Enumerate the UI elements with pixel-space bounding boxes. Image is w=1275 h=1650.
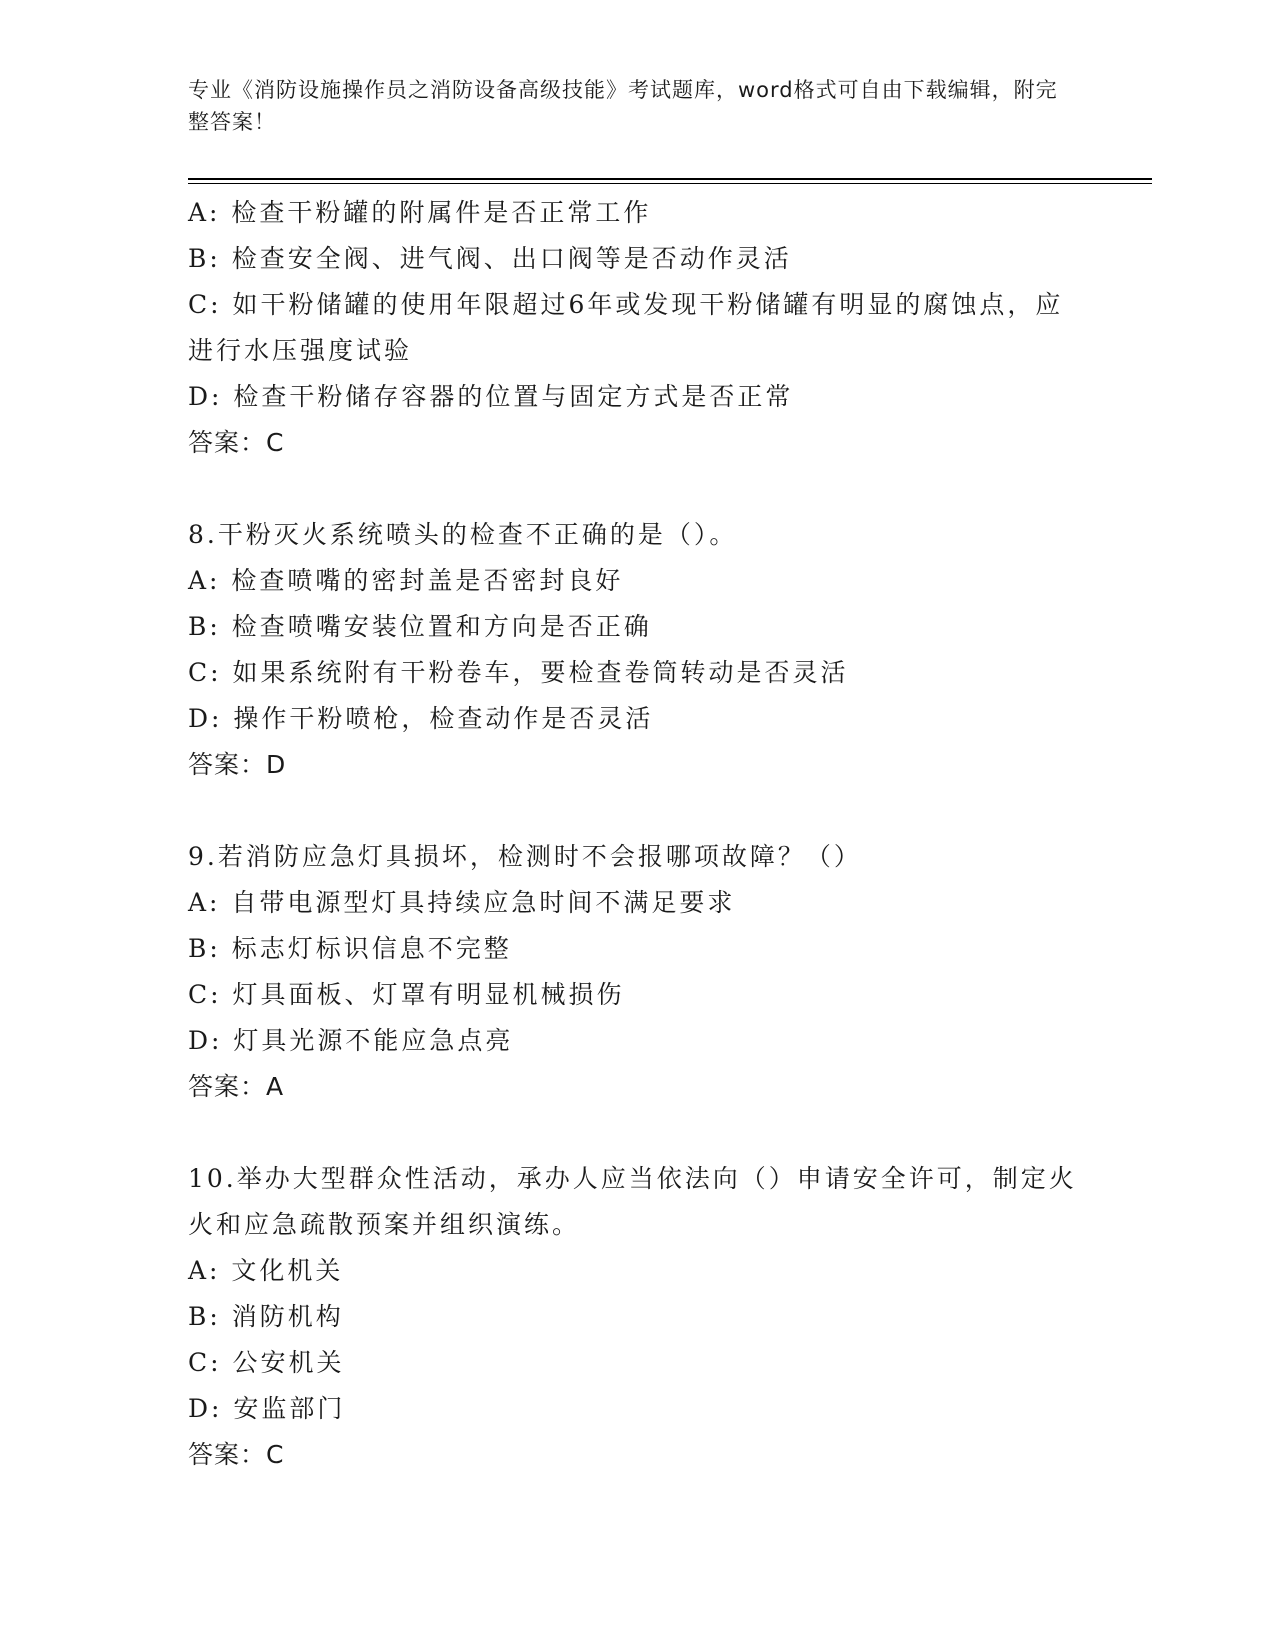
option-a: A: 自带电源型灯具持续应急时间不满足要求 — [188, 888, 736, 917]
question-text: 8.干粉灭火系统喷头的检查不正确的是（）。 — [188, 520, 738, 549]
document-header: 专业《消防设施操作员之消防设备高级技能》考试题库，word格式可自由下载编辑，附完整答案！ — [188, 78, 1058, 134]
answer-line: 答案：C — [188, 428, 285, 457]
option-d: D: 安监部门 — [188, 1394, 346, 1423]
option-c: C: 如干粉储罐的使用年限超过6年或发现干粉储罐有明显的腐蚀点，应进行水压强度试验 — [188, 290, 1064, 365]
header-rule-thin — [188, 183, 1152, 184]
option-a: A: 检查干粉罐的附属件是否正常工作 — [188, 198, 652, 227]
answer-line: 答案：A — [188, 1072, 285, 1101]
option-a: A: 检查喷嘴的密封盖是否密封良好 — [188, 566, 624, 595]
option-d: D: 灯具光源不能应急点亮 — [188, 1026, 514, 1055]
question-text: 9.若消防应急灯具损坏，检测时不会报哪项故障？（） — [188, 842, 862, 871]
option-d: D: 检查干粉储存容器的位置与固定方式是否正常 — [188, 382, 794, 411]
option-b: B: 消防机构 — [188, 1302, 344, 1331]
option-c: C: 灯具面板、灯罩有明显机械损伤 — [188, 980, 625, 1009]
document-body — [188, 190, 1088, 1478]
question-block-10 — [188, 1156, 1088, 1478]
question-text: 10.举办大型群众性活动，承办人应当依法向（）申请安全许可，制定火火和应急疏散预案并组织演练。 — [188, 1164, 1077, 1239]
header-rule-thick — [188, 178, 1152, 180]
option-a: A: 文化机关 — [188, 1256, 344, 1285]
question-block-9 — [188, 834, 1088, 1110]
option-c: C: 如果系统附有干粉卷车，要检查卷筒转动是否灵活 — [188, 658, 849, 687]
option-b: B: 检查安全阀、进气阀、出口阀等是否动作灵活 — [188, 244, 792, 273]
option-d: D: 操作干粉喷枪，检查动作是否灵活 — [188, 704, 654, 733]
answer-line: 答案：C — [188, 1440, 285, 1469]
option-b: B: 标志灯标识信息不完整 — [188, 934, 512, 963]
answer-line: 答案：D — [188, 750, 287, 779]
option-c: C: 公安机关 — [188, 1348, 345, 1377]
question-block-7-continued — [188, 190, 1088, 466]
option-b: B: 检查喷嘴安装位置和方向是否正确 — [188, 612, 652, 641]
question-block-8 — [188, 512, 1088, 788]
